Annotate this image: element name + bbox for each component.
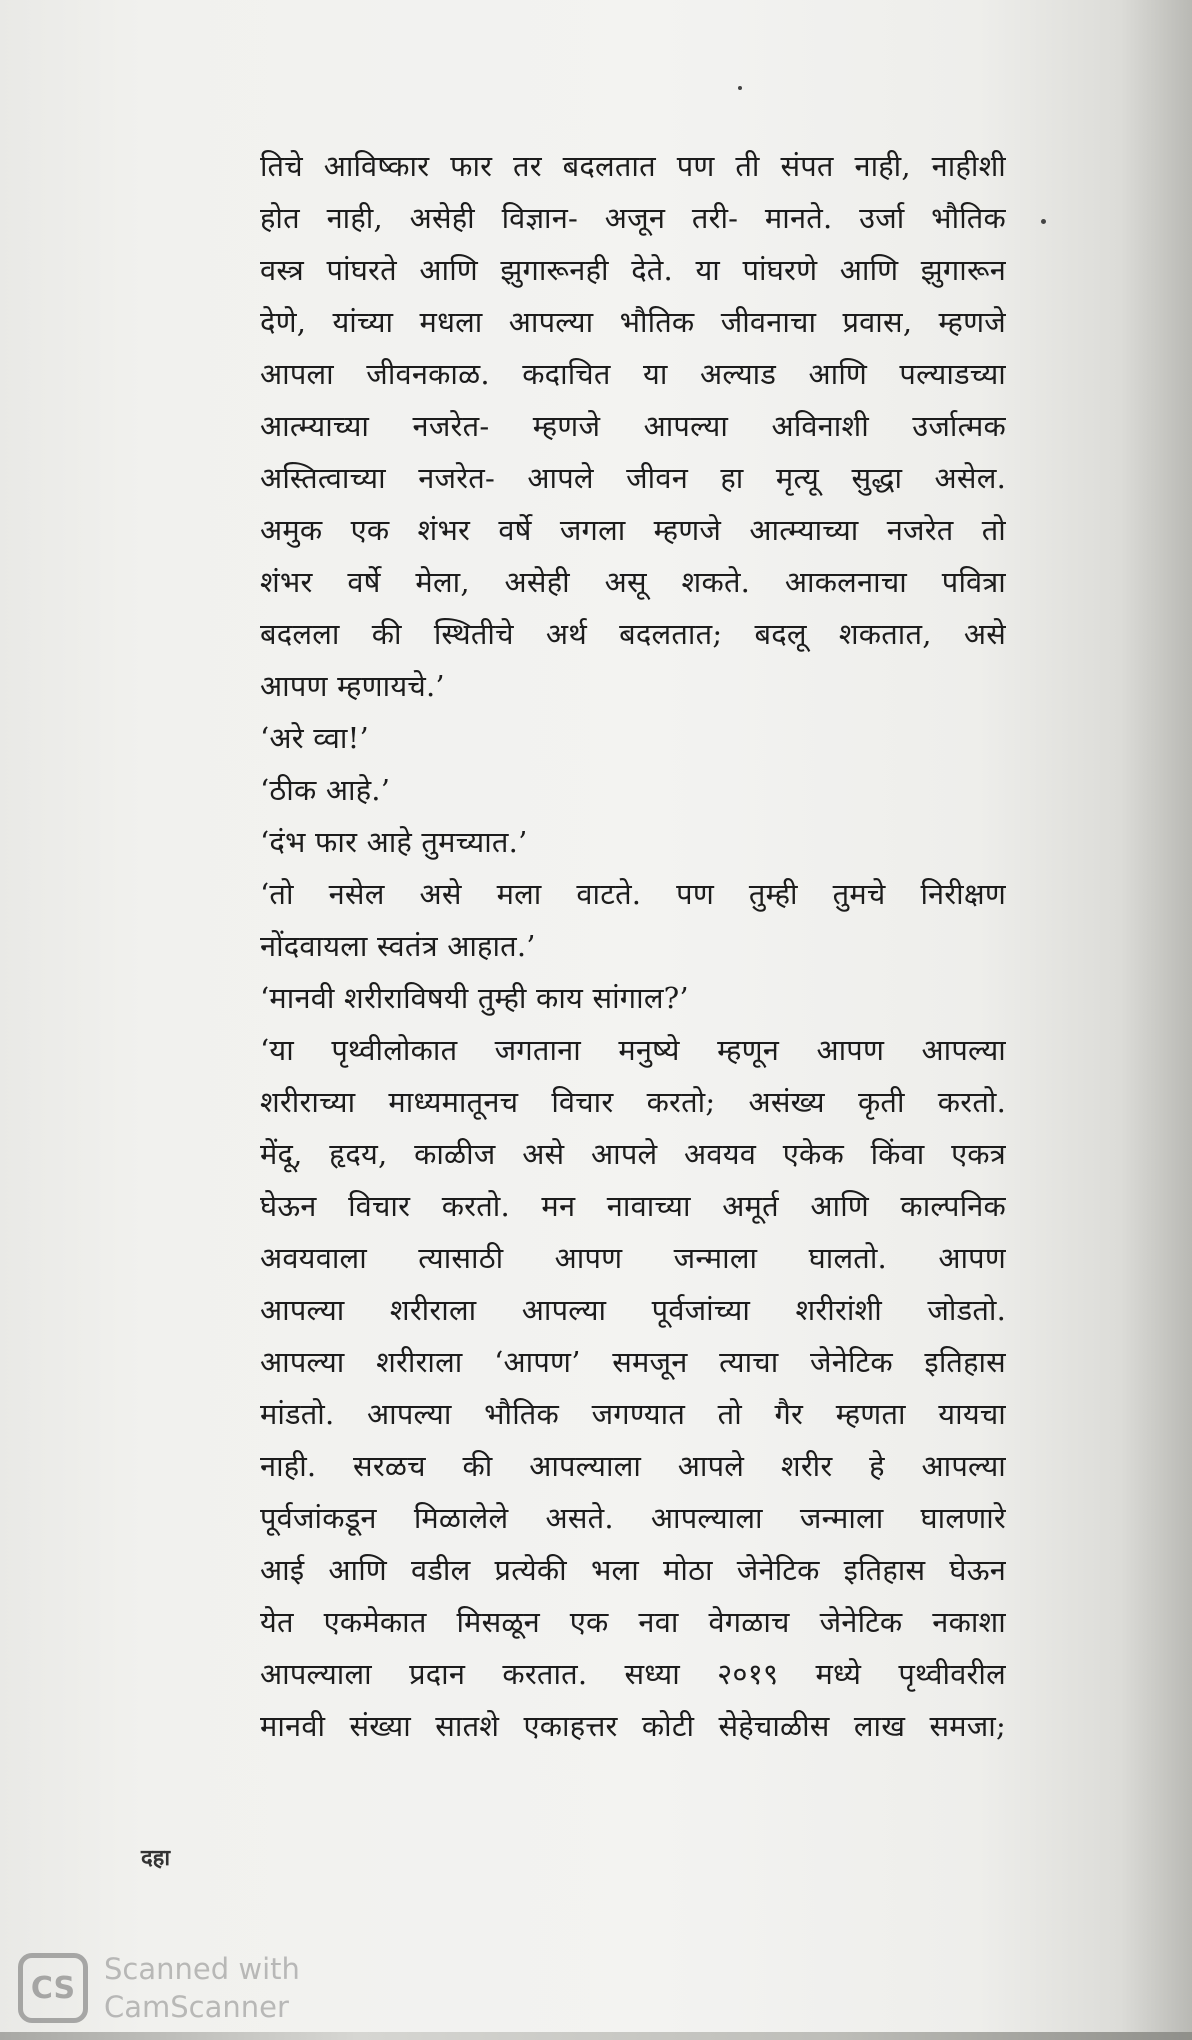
text-line: अस्तित्वाच्या नजरेत- आपले जीवन हा मृत्यू सुद्धा असेल. (260, 461, 1006, 495)
text-line: वस्त्र पांघरते आणि झुगारूनही देते. या पांघरणे आणि झुगारून (260, 253, 1006, 287)
dialogue-line: ‘मानवी शरीराविषयी तुम्ही काय सांगाल?’ (260, 981, 689, 1015)
text-line: तिचे आविष्कार फार तर बदलतात पण ती संपत नाही, नाहीशी (260, 149, 1006, 183)
text-line: घेऊन विचार करतो. मन नावाच्या अमूर्त आणि काल्पनिक (260, 1189, 1006, 1223)
camscanner-watermark (18, 1948, 300, 2028)
text-line: ‘या पृथ्वीलोकात जगताना मनुष्ये म्हणून आपण आपल्या (260, 1033, 1006, 1067)
text-line: नाही. सरळच की आपल्याला आपले शरीर हे आपल्या (260, 1449, 1006, 1483)
dialogue-line: ‘ठीक आहे.’ (260, 773, 391, 807)
text-line: आपल्या शरीराला आपल्या पूर्वजांच्या शरीरांशी जोडतो. (260, 1293, 1006, 1327)
text-line: पूर्वजांकडून मिळालेले असते. आपल्याला जन्माला घालणारे (260, 1501, 1006, 1535)
page-text (260, 140, 1006, 1752)
text-line: अवयवाला त्यासाठी आपण जन्माला घालतो. आपण (260, 1241, 1006, 1275)
text-line: देणे, यांच्या मधला आपल्या भौतिक जीवनाचा प्रवास, म्हणजे (260, 305, 1006, 339)
scan-edge (0, 2032, 1192, 2040)
watermark-line-2: CamScanner (104, 1990, 289, 2024)
ink-speck (1041, 219, 1046, 224)
text-line: नोंदवायला स्वतंत्र आहात.’ (260, 929, 536, 963)
text-line: मांडतो. आपल्या भौतिक जगण्यात तो गैर म्हणता यायचा (260, 1397, 1006, 1431)
watermark-line-1: Scanned with (104, 1952, 300, 1986)
dialogue-line: ‘दंभ फार आहे तुमच्यात.’ (260, 825, 528, 859)
text-line: आपला जीवनकाळ. कदाचित या अल्याड आणि पल्याडच्या (260, 357, 1006, 391)
text-line: आपल्याला प्रदान करतात. सध्या २०१९ मध्ये पृथ्वीवरील (260, 1657, 1006, 1691)
text-line: आई आणि वडील प्रत्येकी भला मोठा जेनेटिक इतिहास घेऊन (260, 1553, 1006, 1587)
text-line: होत नाही, असेही विज्ञान- अजून तरी- मानते. उर्जा भौतिक (260, 201, 1006, 235)
camscanner-logo-icon: CS (18, 1953, 88, 2023)
dialogue-line: ‘तो नसेल असे मला वाटते. पण तुम्ही तुमचे निरीक्षण (260, 877, 1006, 911)
text-line: येत एकमेकात मिसळून एक नवा वेगळाच जेनेटिक नकाशा (260, 1605, 1006, 1639)
watermark-text (104, 1950, 300, 2026)
text-line: मेंदू, हृदय, काळीज असे आपले अवयव एकेक किंवा एकत्र (260, 1137, 1006, 1171)
text-line: अमुक एक शंभर वर्षे जगला म्हणजे आत्म्याच्या नजरेत तो (260, 513, 1006, 547)
text-line: मानवी संख्या सातशे एकाहत्तर कोटी सेहेचाळीस लाख समजा; (260, 1709, 1006, 1743)
dialogue-line: ‘अरे व्वा!’ (260, 721, 369, 755)
text-line: शरीराच्या माध्यमातूनच विचार करतो; असंख्य कृती करतो. (260, 1085, 1006, 1119)
text-line: आपण म्हणायचे.’ (260, 669, 445, 703)
text-line: बदलला की स्थितीचे अर्थ बदलतात; बदलू शकतात, असे (260, 617, 1006, 651)
ink-speck (738, 86, 742, 90)
text-line: आपल्या शरीराला ‘आपण’ समजून त्याचा जेनेटिक इतिहास (260, 1345, 1006, 1379)
text-line: आत्म्याच्या नजरेत- म्हणजे आपल्या अविनाशी उर्जात्मक (260, 409, 1006, 443)
text-line: शंभर वर्षे मेला, असेही असू शकते. आकलनाचा पवित्रा (260, 565, 1006, 599)
page-number-label: दहा (141, 1845, 171, 1871)
